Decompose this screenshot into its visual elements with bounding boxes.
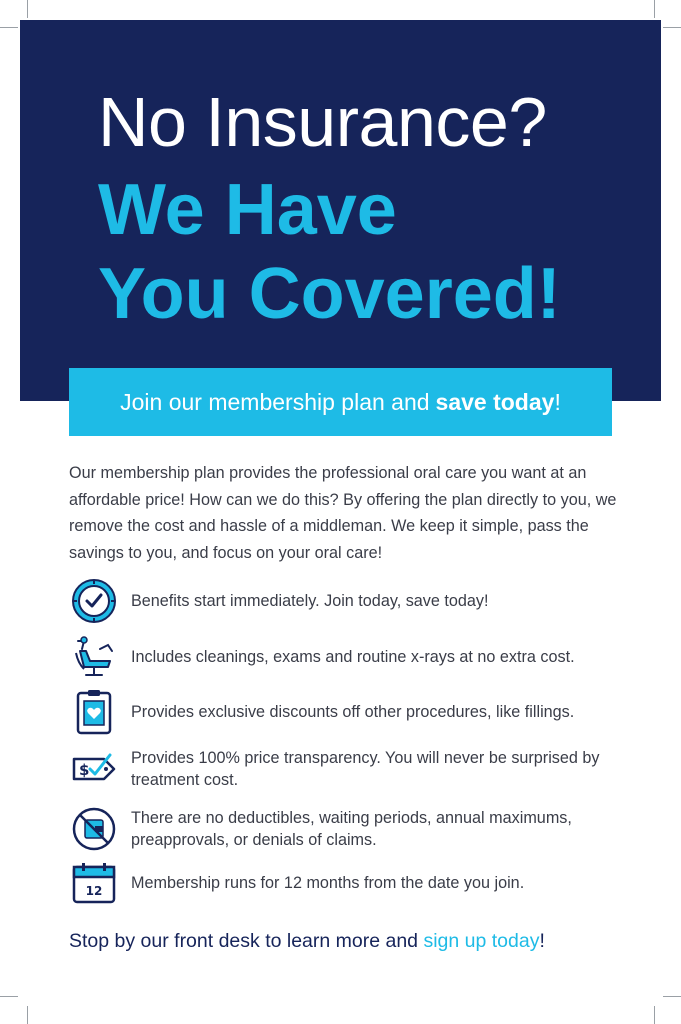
membership-banner [69,368,612,436]
feature-text: Includes cleanings, exams and routine x-rays at no extra cost. [131,648,575,666]
feature-text: Provides 100% price transparency. You will never be surprised by treatment cost. [131,749,600,789]
feature-item [69,632,629,682]
banner-bold-text: save today [435,388,555,415]
call-to-action [69,930,545,953]
headline-line-2: We Have [98,170,397,250]
dental-chair-icon [69,632,119,682]
crop-mark [27,1006,28,1024]
banner-end: ! [554,388,561,415]
calendar-icon [69,858,119,908]
feature-item [69,744,629,794]
feature-item [69,687,629,737]
crop-mark [0,996,18,997]
feature-text: There are no deductibles, waiting periods, annual maximums, preapprovals, or denials of claims. [131,809,572,849]
svg-text:$: $ [79,761,90,779]
clock-check-icon [69,576,119,626]
feature-item [69,576,629,626]
crop-mark [654,1006,655,1024]
clipboard-heart-icon [69,687,119,737]
hero-panel [20,20,661,401]
crop-mark [663,27,681,28]
feature-item [69,858,629,908]
feature-text: Membership runs for 12 months from the date you join. [131,874,525,892]
crop-mark [0,27,18,28]
cta-end: ! [539,930,545,952]
headline-line-3: You Covered! [98,254,561,334]
price-tag-check-icon [69,744,119,794]
crop-mark [663,996,681,997]
headline-line-1: No Insurance? [98,83,547,161]
intro-paragraph: Our membership plan provides the professional oral care you want at an affordable price! How can we do this? By offering the plan directly to you, we remove the cost and hassle of a middleman. We keep it simple, pass the savings to you, and focus on your oral care! [69,464,617,562]
crop-mark [654,0,655,18]
feature-item [69,804,629,854]
feature-text: Benefits start immediately. Join today, save today! [131,592,489,610]
feature-text: Provides exclusive discounts off other procedures, like fillings. [131,703,575,721]
calendar-day: 12 [85,884,103,898]
banner-text: Join our membership plan and [120,388,430,415]
cta-text: Stop by our front desk to learn more and [69,930,419,952]
cta-highlight: sign up today [423,930,540,952]
crop-mark [27,0,28,18]
no-cash-icon [69,804,119,854]
